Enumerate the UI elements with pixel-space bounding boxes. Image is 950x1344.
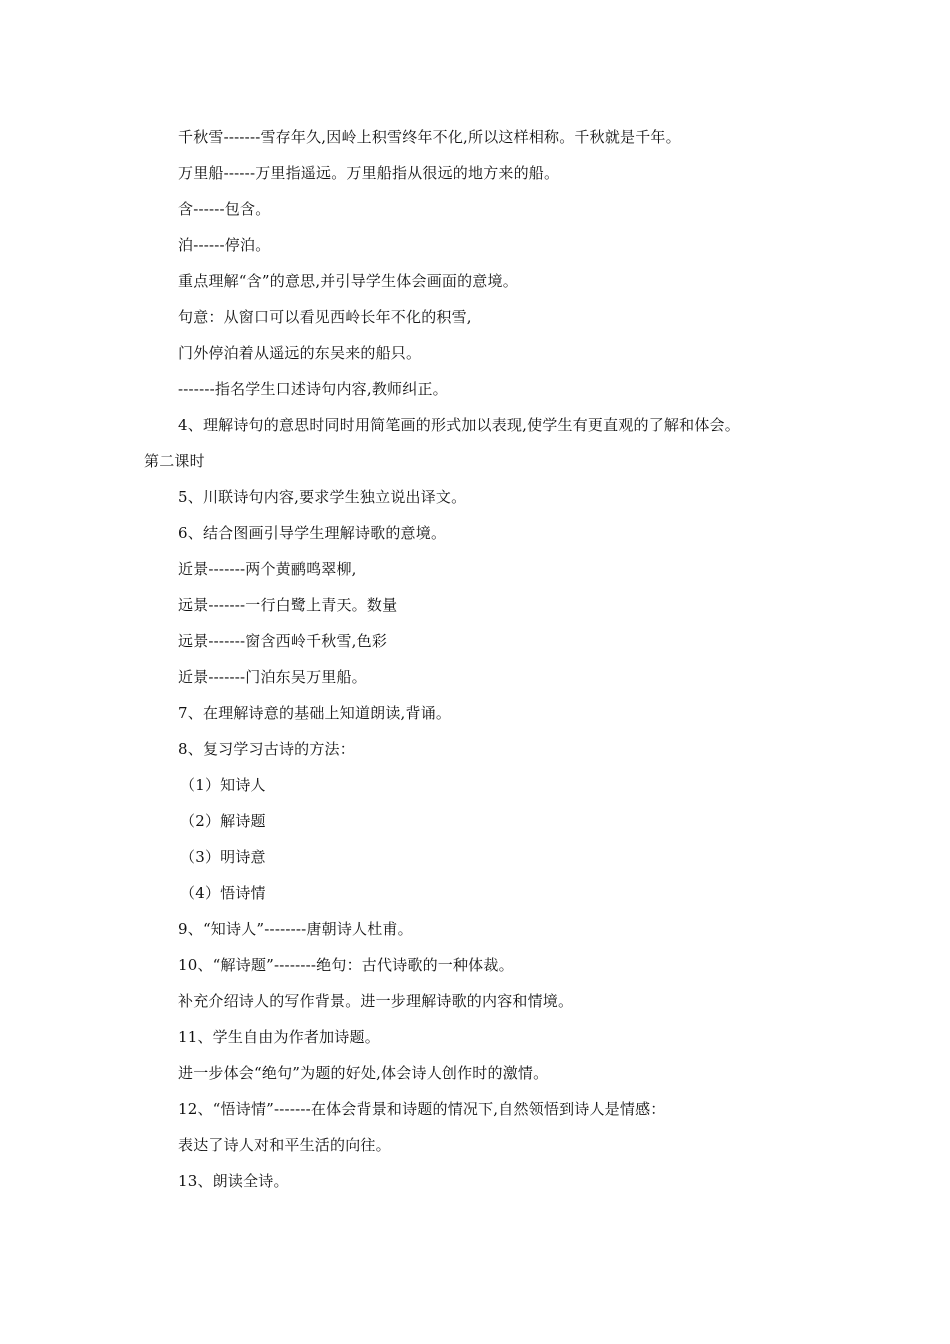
- text-line-step-6: 6、结合图画引导学生理解诗歌的意境。: [178, 524, 447, 542]
- text-line-sentence-meaning: 句意：从窗口可以看见西岭长年不化的积雪,: [178, 308, 472, 326]
- text-line-far-view-2: 远景-------窗含西岭千秋雪,色彩: [178, 632, 388, 650]
- text-line-qianqiuxue: 千秋雪-------雪存年久,因岭上积雪终年不化,所以这样相称。千秋就是千年。: [178, 128, 681, 146]
- text-line-near-view-1: 近景-------两个黄鹂鸣翠柳,: [178, 560, 357, 578]
- text-line-sentence-meaning-cont: 门外停泊着从遥远的东吴来的船只。: [178, 344, 422, 362]
- text-line-near-view-2: 近景-------门泊东吴万里船。: [178, 668, 367, 686]
- text-line-student-recite: -------指名学生口述诗句内容,教师纠正。: [178, 380, 448, 398]
- text-line-key-point: 重点理解“含”的意思,并引导学生体会画面的意境。: [178, 272, 518, 290]
- text-line-wanlichuan: 万里船------万里指遥远。万里船指从很远的地方来的船。: [178, 164, 560, 182]
- text-line-jueju: 进一步体会“绝句”为题的好处,体会诗人创作时的激情。: [178, 1064, 549, 1082]
- text-line-step-5: 5、川联诗句内容,要求学生独立说出译文。: [178, 488, 467, 506]
- list-item-method-3: （3）明诗意: [180, 848, 266, 866]
- text-line-step-10: 10、“解诗题”--------绝句：古代诗歌的一种体裁。: [178, 956, 514, 974]
- text-line-step-9: 9、“知诗人”--------唐朝诗人杜甫。: [178, 920, 413, 938]
- text-line-peace: 表达了诗人对和平生活的向往。: [178, 1136, 391, 1154]
- text-line-step-12: 12、“悟诗情”-------在体会背景和诗题的情况下,自然领悟到诗人是情感：: [178, 1100, 666, 1118]
- text-line-background: 补充介绍诗人的写作背景。进一步理解诗歌的内容和情境。: [178, 992, 574, 1010]
- section-heading-second-lesson: 第二课时: [144, 452, 205, 470]
- text-line-han: 含------包含。: [178, 200, 271, 218]
- text-line-bo: 泊------停泊。: [178, 236, 271, 254]
- text-line-step-11: 11、学生自由为作者加诗题。: [178, 1028, 380, 1046]
- list-item-method-2: （2）解诗题: [180, 812, 266, 830]
- text-line-step-4: 4、理解诗句的意思时同时用简笔画的形式加以表现,使学生有更直观的了解和体会。: [178, 416, 740, 434]
- text-line-step-8: 8、复习学习古诗的方法：: [178, 740, 355, 758]
- text-line-step-7: 7、在理解诗意的基础上知道朗读,背诵。: [178, 704, 452, 722]
- list-item-method-4: （4）悟诗情: [180, 884, 266, 902]
- text-line-step-13: 13、朗读全诗。: [178, 1172, 289, 1190]
- list-item-method-1: （1）知诗人: [180, 776, 266, 794]
- text-line-far-view-1: 远景-------一行白鹭上青天。数量: [178, 596, 398, 614]
